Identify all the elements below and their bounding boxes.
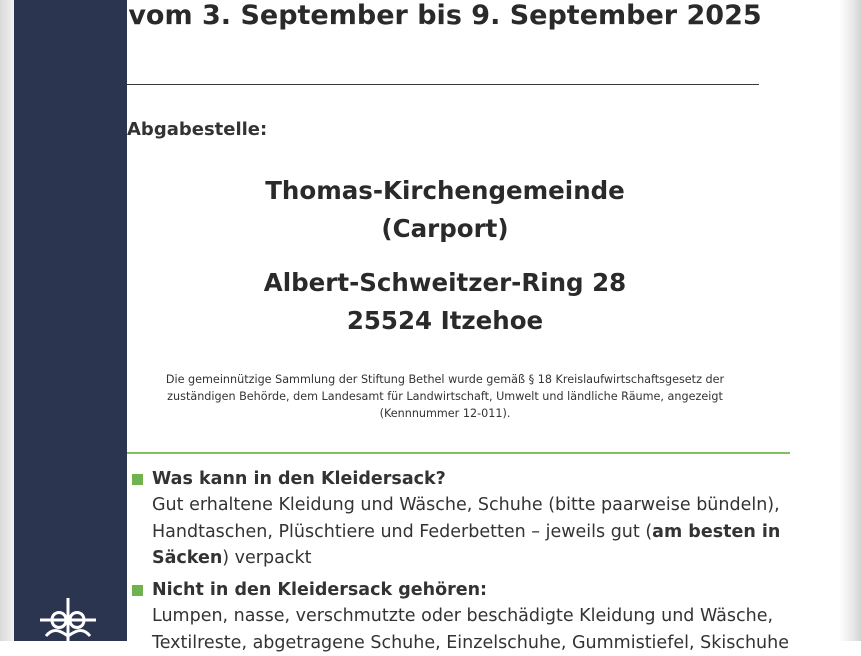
notice-line: zuständigen Behörde, dem Landesamt für Landwirtschaft, Umwelt und ländliche Räume, angezeigt xyxy=(167,390,723,403)
scan-edge-right xyxy=(839,0,861,641)
not-allowed-items-heading: Nicht in den Kleidersack gehören: xyxy=(152,580,488,600)
sidebar-band xyxy=(14,0,127,641)
collection-date-range: vom 3. September bis 9. September 2025 xyxy=(128,0,762,31)
allowed-items-section xyxy=(127,466,827,572)
not-allowed-items-text: Lumpen, nasse, verschmutzte oder beschädigte Kleidung und Wäsche, Textilreste, abgetragene Schuhe, Einzelschuhe, Gummistiefel, Skischuhe xyxy=(152,606,789,653)
not-allowed-items-section xyxy=(127,577,827,656)
green-square-bullet-icon xyxy=(132,474,143,485)
location-detail: (Carport) xyxy=(381,214,509,243)
bethel-logo-icon xyxy=(36,596,100,641)
emphasis-text: am besten in Säcken xyxy=(152,521,781,568)
document-content xyxy=(127,0,839,653)
legal-notice xyxy=(127,371,763,422)
notice-line: (Kennnummer 12-011). xyxy=(379,407,511,420)
notice-line: Die gemeinnützige Sammlung der Stiftung Bethel wurde gemäß § 18 Kreislaufwirtschaftsgesetz der xyxy=(165,373,725,386)
street-address: Albert-Schweitzer-Ring 28 xyxy=(263,268,627,297)
divider-line xyxy=(127,84,759,85)
allowed-items-heading: Was kann in den Kleidersack? xyxy=(152,469,446,489)
green-divider-line xyxy=(127,452,790,454)
scan-edge-left xyxy=(0,0,14,641)
abgabestelle-label: Abgabestelle: xyxy=(127,119,268,140)
green-square-bullet-icon xyxy=(132,585,143,596)
location-name: Thomas-Kirchengemeinde xyxy=(265,176,625,205)
postal-city: 25524 Itzehoe xyxy=(346,306,544,335)
drop-off-address xyxy=(127,172,763,340)
allowed-items-text: Gut erhaltene Kleidung und Wäsche, Schuhe (bitte paarweise bündeln), Handtaschen, Plüschtiere und Federbetten – jeweils gut (am besten in Säcken) verpackt xyxy=(152,495,781,568)
